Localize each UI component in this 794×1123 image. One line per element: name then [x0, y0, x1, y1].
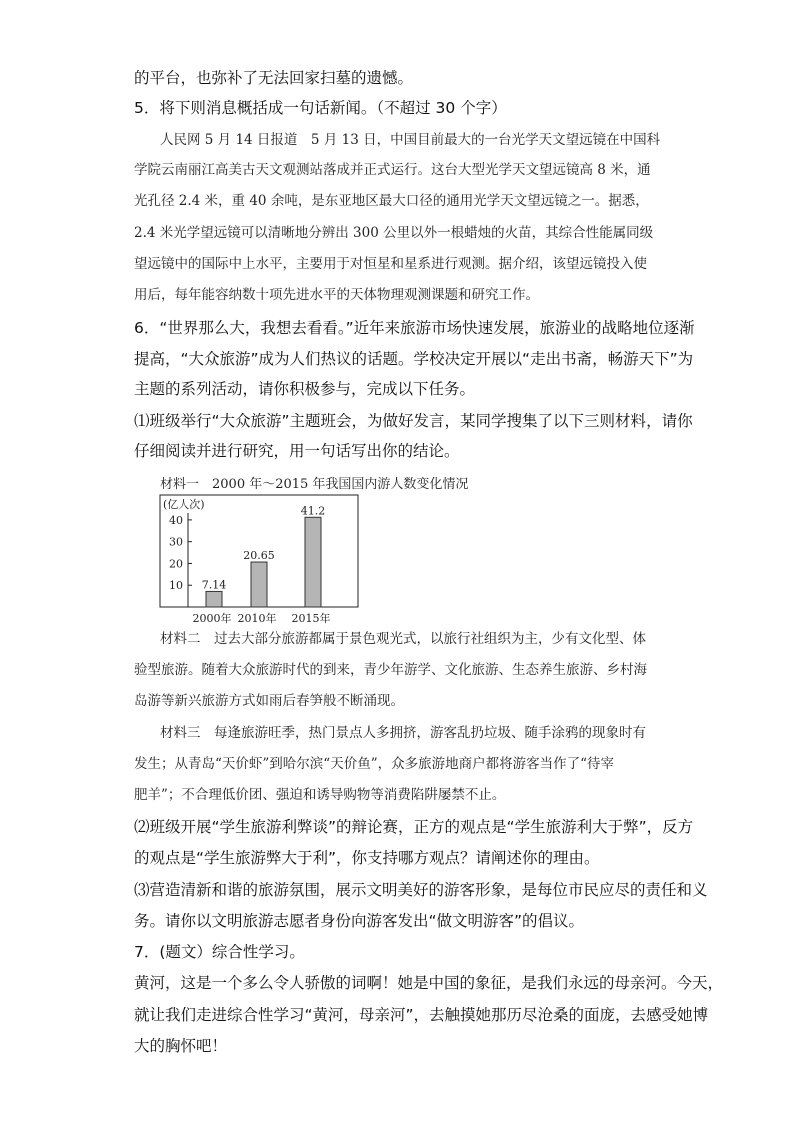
- material-3-line: 发生；从青岛“天价虾”到哈尔滨“天价鱼”，众多旅游地商户都将游客当作了“待宰: [134, 756, 615, 772]
- material-2: 材料二 过去大部分旅游都属于景色观光式，以旅行社组织为主，少有文化型、体: [160, 631, 646, 647]
- y-tick-label: 40: [169, 513, 183, 527]
- text-line: 的平台，也弥补了无法回家扫墓的遗憾。: [134, 69, 414, 87]
- subtask-2: ⑵班级开展“学生旅游利弊谈”的辩论赛，正方的观点是“学生旅游利大于弊”，反方: [134, 818, 694, 836]
- data-label: 41.2: [300, 504, 326, 518]
- y-tick-label: 10: [169, 579, 183, 593]
- material-3-line: 肥羊”；不合理低价团、强迫和诱导购物等消费陷阱屡禁不止。: [134, 787, 506, 803]
- y-axis-label: (亿人次): [163, 498, 205, 511]
- news-line: 光孔径 2.4 米，重 40 余吨，是东亚地区最大口径的通用光学天文望远镜之一。据悉，: [134, 193, 649, 209]
- subtask-2-line: 的观点是“学生旅游弊大于利”，你支持哪方观点？请阐述你的理由。: [134, 849, 600, 867]
- material-3: 材料三 每逢旅游旺季，热门景点人多拥挤，游客乱扔垃圾、随手涂鸦的现象时有: [160, 725, 646, 741]
- yellow-river-line: 大的胸怀吧！: [134, 1037, 228, 1055]
- bar-chart: [155, 492, 365, 627]
- y-tick-label: 30: [169, 535, 183, 549]
- chart-title: 材料一 2000 年～2015 年我国国内游人数变化情况: [160, 477, 469, 492]
- bar: [251, 562, 267, 607]
- question-6: 6．“世界那么大，我想去看看。”近年来旅游市场快速发展，旅游业的战略地位逐渐: [134, 319, 695, 337]
- question-7: 7．(题文）综合性学习。: [134, 943, 305, 961]
- x-tick-label: 2010年: [237, 612, 277, 625]
- bar: [305, 517, 321, 607]
- news-line: 2.4 米光学望远镜可以清晰地分辨出 300 公里以外一根蜡烛的火苗，其综合性能属同级: [134, 225, 654, 241]
- yellow-river-line: 黄河，这是一个多么令人骄傲的词啊！她是中国的象征，是我们永远的母亲河。今天，: [134, 974, 724, 992]
- material-2-line: 验型旅游。随着大众旅游时代的到来，青少年游学、文化旅游、生态养生旅游、乡村海: [134, 662, 647, 678]
- data-label: 7.14: [201, 578, 227, 592]
- yellow-river-line: 就让我们走进综合性学习“黄河，母亲河”，去触摸她那历尽沧桑的面庞，去感受她博: [134, 1006, 709, 1024]
- x-tick-label: 2000年: [192, 612, 232, 625]
- y-tick-label: 20: [169, 557, 183, 571]
- news-line: 用后，每年能容纳数十项先进水平的天体物理观测课题和研究工作。: [134, 287, 539, 303]
- x-tick-label: 2015年: [291, 612, 331, 625]
- news-line: 人民网 5 月 14 日报道 5 月 13 日，中国目前最大的一台光学天文望远镜在中国科: [160, 132, 661, 148]
- question-6-line: 主题的系列活动，请你积极参与，完成以下任务。: [134, 380, 476, 398]
- news-line: 望远镜中的国际中上水平，主要用于对恒星和星系进行观测。据介绍，该望远镜投入使: [134, 256, 647, 272]
- bar: [206, 591, 222, 607]
- subtask-1: ⑴班级举行“大众旅游”主题班会，为做好发言，某同学搜集了以下三则材料，请你: [134, 412, 693, 430]
- subtask-1-line: 仔细阅读并进行研究，用一句话写出你的结论。: [134, 442, 460, 460]
- subtask-3: ⑶营造清新和谐的旅游氛围，展示文明美好的游客形象，是每位市民应尽的责任和义: [134, 881, 708, 899]
- material-2-line: 岛游等新兴旅游方式如雨后春笋般不断涌现。: [134, 693, 404, 709]
- data-label: 20.65: [243, 549, 275, 563]
- question-5: 5．将下则消息概括成一句话新闻。（不超过 30 个字）: [134, 99, 507, 117]
- news-line: 学院云南丽江高美古天文观测站落成并正式运行。这台大型光学天文望远镜高 8 米，通: [134, 162, 651, 178]
- question-6-line: 提高，“大众旅游”成为人们热议的话题。学校决定开展以“走出书斋，畅游天下”为: [134, 350, 694, 368]
- subtask-3-line: 务。请你以文明旅游志愿者身份向游客发出“做文明游客”的倡议。: [134, 912, 585, 930]
